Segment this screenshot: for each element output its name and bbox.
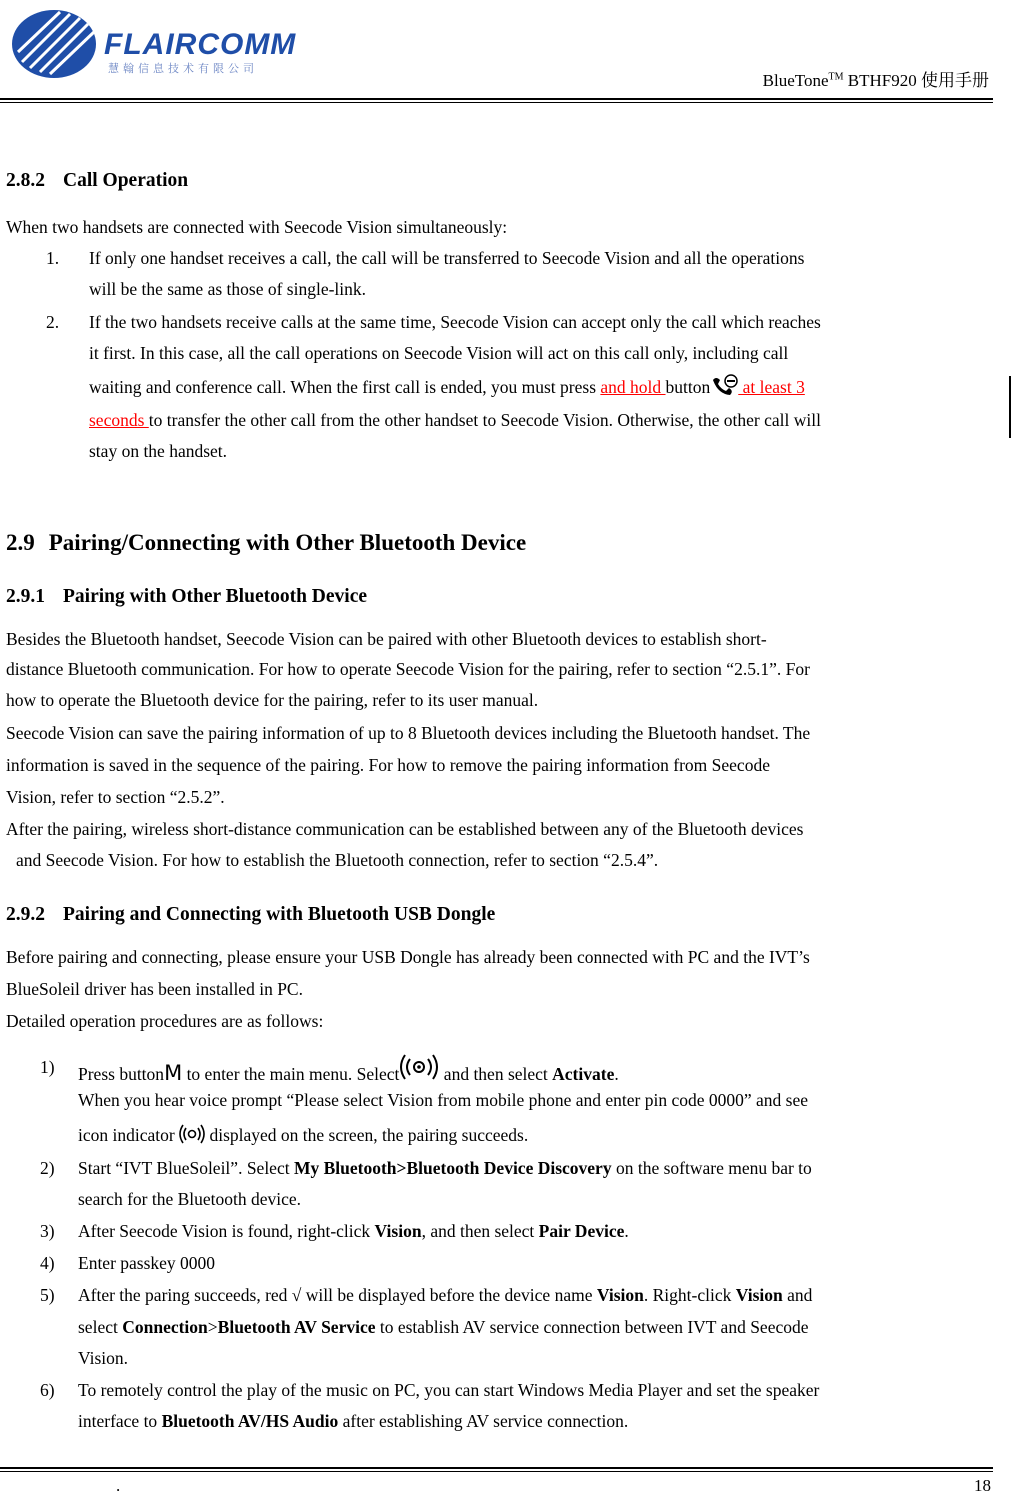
list-number: 1.: [46, 248, 60, 268]
step-text: After the paring succeeds, red √ will be displayed before the device name Vision. Right-click Vision and: [78, 1285, 813, 1305]
list-item-text: will be the same as those of single-link.: [89, 279, 367, 299]
document-title: BlueTone™ BTHF920 使用手册: [762, 71, 989, 90]
logo-brand-text: FLAIRCOMM: [104, 28, 297, 61]
step-text: select Connection>Bluetooth AV Service to establish AV service connection between IVT and Seecode: [78, 1317, 809, 1337]
header-rule: [0, 98, 993, 100]
list-item-text: stay on the handset.: [89, 441, 228, 461]
paragraph-line: Besides the Bluetooth handset, Seecode Vision can be paired with other Bluetooth devices to establish short-: [6, 629, 767, 649]
emphasis-red-text: seconds: [89, 410, 149, 430]
step-text: Enter passkey 0000: [78, 1253, 216, 1273]
step-text: interface to Bluetooth AV/HS Audio after establishing AV service connection.: [78, 1411, 629, 1431]
step-text: Vision.: [78, 1348, 128, 1368]
step-text: search for the Bluetooth device.: [78, 1189, 302, 1209]
paragraph-line: and Seecode Vision. For how to establish the Bluetooth connection, refer to section “2.5.4”.: [16, 850, 659, 870]
page-number: 18: [974, 1476, 991, 1495]
list-item-text: waiting and conference call. When the first call is ended, you must press and hold button at least 3: [89, 372, 805, 403]
pairing-indicator-icon: [179, 1124, 205, 1144]
list-item-text: it first. In this case, all the call operations on Seecode Vision will act on this call only, including call: [89, 343, 789, 363]
logo-globe-icon: [8, 4, 100, 80]
step-number: 2): [40, 1158, 55, 1178]
paragraph-line: Seecode Vision can save the pairing information of up to 8 Bluetooth devices including the Bluetooth handset. The: [6, 723, 811, 743]
step-number: 3): [40, 1221, 55, 1241]
paragraph-line: how to operate the Bluetooth device for the pairing, refer to its user manual.: [6, 690, 539, 710]
step-text: Press buttonM to enter the main menu. Select and then select Activate.: [78, 1052, 619, 1090]
step-number: 6): [40, 1380, 55, 1400]
logo-brand-subtitle: 慧翰信息技术有限公司: [108, 62, 258, 75]
step-text: Start “IVT BlueSoleil”. Select My Bluetooth>Bluetooth Device Discovery on the software menu bar to: [78, 1158, 812, 1178]
paragraph-line: information is saved in the sequence of the pairing. For how to remove the pairing information from Seecode: [6, 755, 770, 775]
paragraph-line: Detailed operation procedures are as follows:: [6, 1011, 324, 1031]
step-number: 5): [40, 1285, 55, 1305]
menu-m-button-icon: M: [164, 1061, 183, 1085]
list-item-text: If the two handsets receive calls at the same time, Seecode Vision can accept only the call which reaches: [89, 312, 821, 332]
vision-broadcast-icon: [399, 1052, 439, 1082]
step-text: After Seecode Vision is found, right-click Vision, and then select Pair Device.: [78, 1221, 629, 1241]
paragraph: When two handsets are connected with Seecode Vision simultaneously:: [6, 217, 508, 237]
step-number: 4): [40, 1253, 55, 1273]
list-number: 2.: [46, 312, 60, 332]
header-rule-thin: [0, 102, 993, 103]
section-2-9-2-heading: 2.9.2 Pairing and Connecting with Bluetooth USB Dongle: [6, 904, 496, 925]
step-text: To remotely control the play of the music on PC, you can start Windows Media Player and set the speaker: [78, 1380, 820, 1400]
paragraph-line: After the pairing, wireless short-distance communication can be established between any of the Bluetooth devices: [6, 819, 804, 839]
list-item-text: seconds to transfer the other call from the other handset to Seecode Vision. Otherwise, the other call will: [89, 410, 821, 430]
list-item-text: If only one handset receives a call, the call will be transferred to Seecode Vision and all the operations: [89, 248, 805, 268]
footer-dot: .: [116, 1476, 121, 1495]
step-text: When you hear voice prompt “Please select Vision from mobile phone and enter pin code 0000” and see: [78, 1090, 808, 1110]
footer-rule: [0, 1467, 993, 1469]
paragraph-line: Before pairing and connecting, please ensure your USB Dongle has already been connected with PC and the IVT’s: [6, 947, 810, 967]
section-2-9-heading: 2.9 Pairing/Connecting with Other Bluetooth Device: [6, 530, 527, 555]
paragraph-line: distance Bluetooth communication. For how to operate Seecode Vision for the pairing, refer to section “2.5.1”. For: [6, 659, 810, 679]
emphasis-red-text: and hold: [600, 377, 666, 397]
section-2-9-1-heading: 2.9.1 Pairing with Other Bluetooth Device: [6, 586, 368, 607]
paragraph-line: Vision, refer to section “2.5.2”.: [6, 787, 225, 807]
emphasis-red-text: at least 3: [738, 377, 805, 397]
step-text: icon indicator displayed on the screen, the pairing succeeds.: [78, 1125, 529, 1145]
section-2-8-2-heading: 2.8.2 Call Operation: [6, 170, 189, 191]
footer-rule-thin: [0, 1471, 993, 1472]
paragraph-line: BlueSoleil driver has been installed in PC.: [6, 979, 303, 999]
company-logo: [8, 4, 308, 80]
call-end-phone-icon: [710, 374, 738, 396]
step-number: 1): [40, 1057, 55, 1077]
